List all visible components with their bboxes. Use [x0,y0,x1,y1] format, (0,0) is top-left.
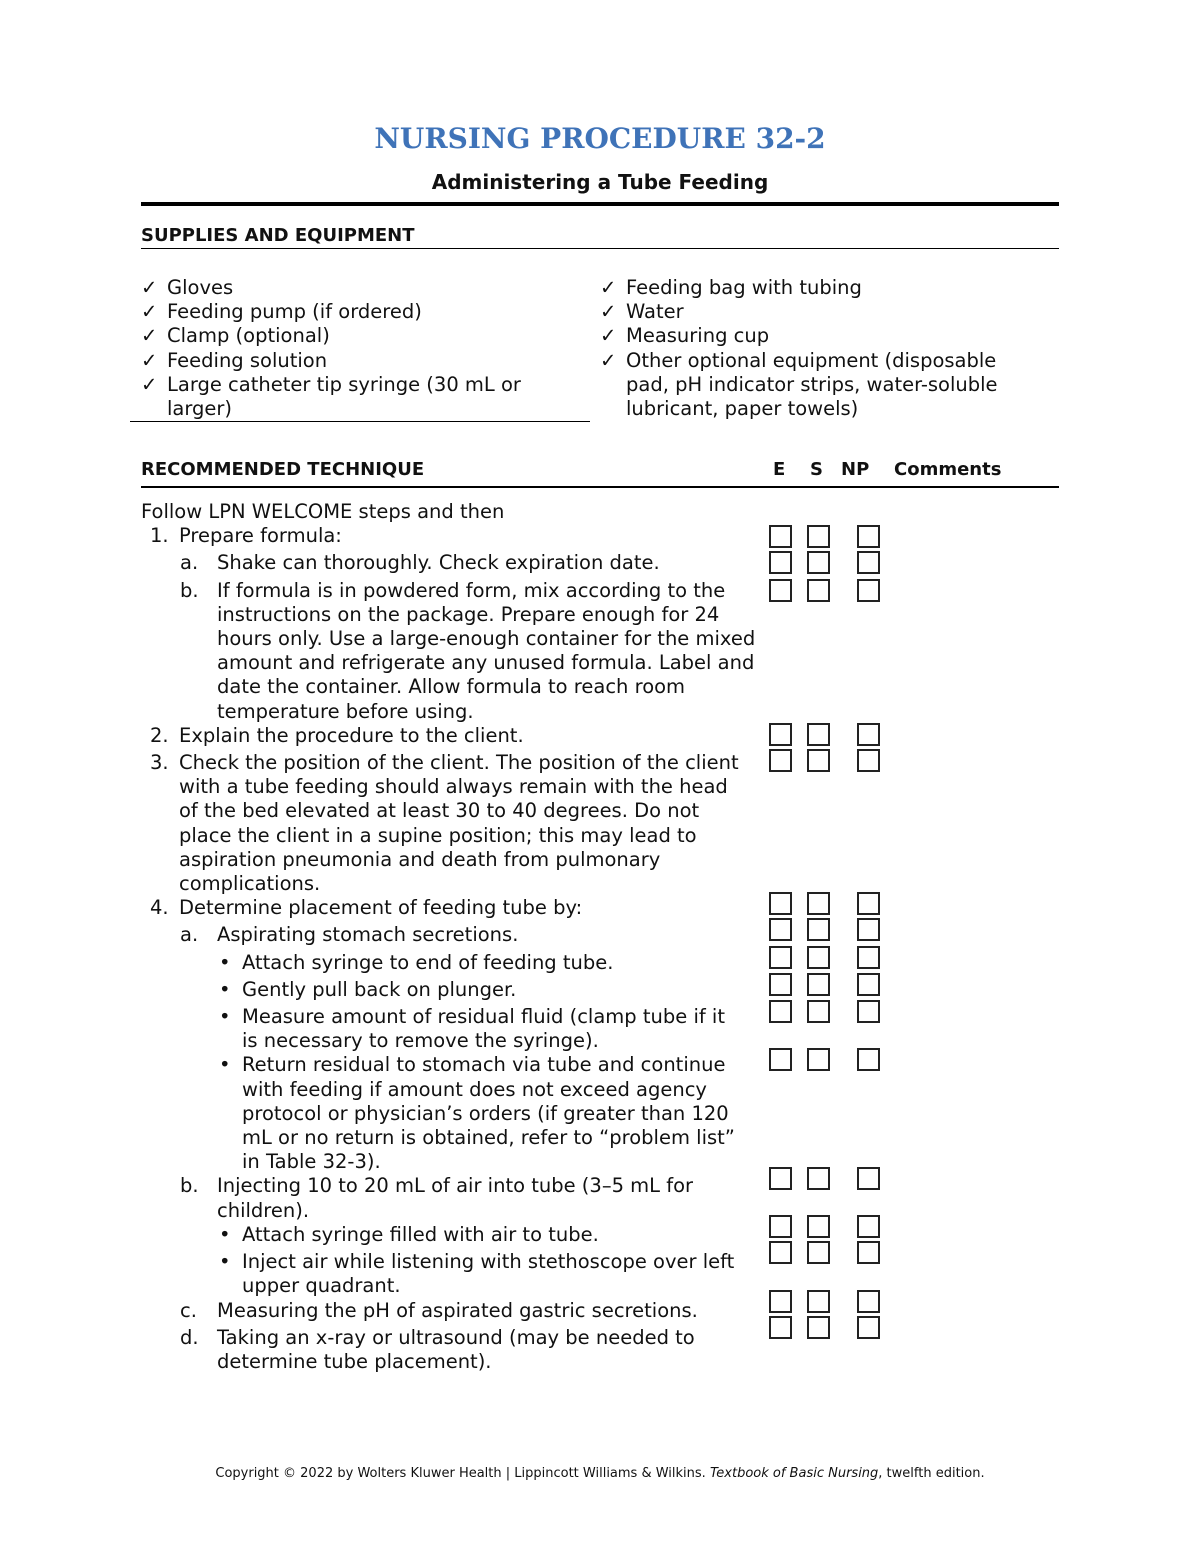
evaluation-checkbox[interactable] [807,723,830,746]
step-item [141,579,757,724]
step-item [141,896,756,920]
step-marker: 1. [150,524,169,548]
evaluation-checkbox[interactable] [769,723,792,746]
checkmark-icon: ✓ [600,348,617,372]
step-item [141,1005,742,1053]
step-item [141,978,756,1002]
supplies-heading: SUPPLIES AND EQUIPMENT [141,225,415,246]
evaluation-checkbox[interactable] [857,892,880,915]
step-marker: d. [180,1325,199,1349]
evaluation-checkbox[interactable] [857,1167,880,1190]
step-marker: c. [180,1298,197,1322]
evaluation-checkbox[interactable] [857,579,880,602]
evaluation-checkbox[interactable] [807,1048,830,1071]
bullet-icon: • [219,1222,231,1246]
supplies-left-divider [130,421,590,422]
evaluation-checkbox[interactable] [769,749,792,772]
bullet-icon: • [219,950,231,974]
step-text: Shake can thoroughly. Check expiration date. [217,551,660,575]
evaluation-checkbox[interactable] [807,1215,830,1238]
evaluation-checkbox[interactable] [857,749,880,772]
evaluation-checkbox[interactable] [857,1316,880,1339]
evaluation-checkbox[interactable] [807,1316,830,1339]
column-header-e: E [773,459,786,480]
evaluation-checkbox[interactable] [807,525,830,548]
step-text: Injecting 10 to 20 mL of air into tube (3–5 mL for children). [217,1174,694,1222]
evaluation-checkbox[interactable] [769,1215,792,1238]
bullet-icon: • [219,1005,231,1029]
evaluation-checkbox[interactable] [807,1290,830,1313]
evaluation-checkbox[interactable] [769,551,792,574]
step-text: Measuring the pH of aspirated gastric secretions. [217,1298,698,1322]
supply-item: ✓ Other optional equipment (disposable pad, pH indicator strips, water-soluble lubricant, paper towels) [600,348,998,421]
step-item [141,1053,747,1174]
evaluation-checkbox[interactable] [857,1000,880,1023]
step-text: Prepare formula: [179,524,342,548]
step-text: If formula is in powdered form, mix according to the instructions on the package. Prepare enough for 24 hours only. Use a large-enough container for the mixed amount and refrigerate any unused formula. Label and date the container. Allow formula to reach room temperature before using. [217,578,756,723]
checkmark-icon: ✓ [141,372,158,396]
evaluation-checkbox[interactable] [769,1316,792,1339]
step-marker: a. [180,923,199,947]
technique-intro: Follow LPN WELCOME steps and then [141,500,505,523]
column-header-s: S [810,459,823,480]
evaluation-checkbox[interactable] [769,525,792,548]
step-text: Aspirating stomach secretions. [217,923,519,947]
bullet-icon: • [219,977,231,1001]
column-header-comments: Comments [894,459,1002,480]
evaluation-checkbox[interactable] [769,579,792,602]
evaluation-checkbox[interactable] [857,918,880,941]
technique-heading: RECOMMENDED TECHNIQUE [141,459,425,480]
evaluation-checkbox[interactable] [769,973,792,996]
step-item [141,1174,756,1222]
book-title: Textbook of Basic Nursing [709,1466,879,1481]
step-marker: 4. [150,896,169,920]
evaluation-checkbox[interactable] [807,1241,830,1264]
supply-item: ✓ Clamp (optional) [141,324,330,348]
supply-item: ✓ Feeding pump (if ordered) [141,300,422,324]
technique-steps [141,500,756,1374]
title-divider [141,202,1059,206]
evaluation-checkbox[interactable] [857,1048,880,1071]
step-text: Return residual to stomach via tube and continue with feeding if amount does not exceed agency protocol or physician’s orders (if greater than 120 mL or no return is obtained, refer to “problem list” in Table 32-3). [242,1053,735,1174]
copyright-footer: Copyright © 2022 by Wolters Kluwer Health | Lippincott Williams & Wilkins. Textbook of Basic Nursing, twelfth edition. [215,1466,985,1481]
evaluation-checkbox[interactable] [857,1215,880,1238]
step-marker: b. [180,1174,199,1198]
supply-item: ✓ Large catheter tip syringe (30 mL or larger) [141,372,521,421]
step-text: Determine placement of feeding tube by: [179,896,583,920]
evaluation-checkbox[interactable] [857,946,880,969]
evaluation-checkbox[interactable] [807,579,830,602]
evaluation-checkbox[interactable] [807,1167,830,1190]
step-text: Taking an x-ray or ultrasound (may be needed to determine tube placement). [217,1325,695,1373]
evaluation-checkbox[interactable] [857,525,880,548]
evaluation-checkbox[interactable] [807,1000,830,1023]
step-item [141,1299,756,1323]
supply-item: ✓ Feeding bag with tubing [600,276,862,299]
step-item [141,1223,756,1247]
evaluation-checkbox[interactable] [769,1000,792,1023]
supply-item: ✓ Gloves [141,276,234,299]
step-marker: 3. [150,751,169,775]
supply-item: ✓ Water [600,300,684,324]
checkmark-icon: ✓ [600,300,617,324]
step-marker: 2. [150,723,169,747]
evaluation-checkbox[interactable] [857,1241,880,1264]
step-text: Check the position of the client. The position of the client with a tube feeding should always remain with the head of the bed elevated at least 30 to 40 degrees. Do not place the client in a supine position; this may lead to aspiration pneumonia and death from pulmonary complications. [179,751,739,896]
step-item [141,724,756,748]
step-text: Gently pull back on plunger. [242,977,517,1001]
evaluation-checkbox[interactable] [769,1290,792,1313]
evaluation-checkbox[interactable] [807,946,830,969]
step-item [141,524,756,548]
step-marker: a. [180,551,199,575]
step-item [141,951,756,975]
checkmark-icon: ✓ [600,324,617,348]
step-item [141,1326,717,1374]
page-subtitle: Administering a Tube Feeding [431,170,769,194]
step-marker: b. [180,578,199,602]
supplies-divider [141,248,1059,249]
step-item [141,551,756,575]
evaluation-checkbox[interactable] [769,1241,792,1264]
step-text: Inject air while listening with stethoscope over left upper quadrant. [242,1250,735,1298]
evaluation-checkbox[interactable] [857,1290,880,1313]
bullet-icon: • [219,1053,231,1077]
technique-divider [141,486,1059,488]
page-title: NURSING PROCEDURE 32-2 [374,122,826,155]
supply-item: ✓ Measuring cup [600,324,770,348]
evaluation-checkbox[interactable] [769,918,792,941]
step-text: Attach syringe filled with air to tube. [242,1222,599,1246]
step-item [141,923,756,947]
evaluation-checkbox[interactable] [769,1048,792,1071]
evaluation-checkbox[interactable] [857,973,880,996]
evaluation-checkbox[interactable] [807,749,830,772]
checkmark-icon: ✓ [141,300,158,324]
checkmark-icon: ✓ [141,324,158,348]
supply-item: ✓ Feeding solution [141,348,328,372]
step-text: Attach syringe to end of feeding tube. [242,950,614,974]
checkmark-icon: ✓ [600,276,617,299]
supplies-left-list [141,276,541,421]
supplies-right-list [600,276,1020,421]
evaluation-checkbox[interactable] [807,973,830,996]
evaluation-checkbox[interactable] [769,1167,792,1190]
checkmark-icon: ✓ [141,276,158,299]
evaluation-checkbox[interactable] [769,892,792,915]
evaluation-checkbox[interactable] [769,946,792,969]
step-text: Explain the procedure to the client. [179,723,524,747]
column-header-np: NP [841,459,870,480]
step-item [141,1250,756,1298]
step-text: Measure amount of residual fluid (clamp tube if it is necessary to remove the syringe). [242,1005,725,1053]
step-item [141,751,749,896]
evaluation-checkbox[interactable] [857,551,880,574]
bullet-icon: • [219,1250,231,1274]
evaluation-checkbox[interactable] [857,723,880,746]
evaluation-checkbox[interactable] [807,551,830,574]
checkmark-icon: ✓ [141,348,158,372]
evaluation-checkbox[interactable] [807,892,830,915]
evaluation-checkbox[interactable] [807,918,830,941]
